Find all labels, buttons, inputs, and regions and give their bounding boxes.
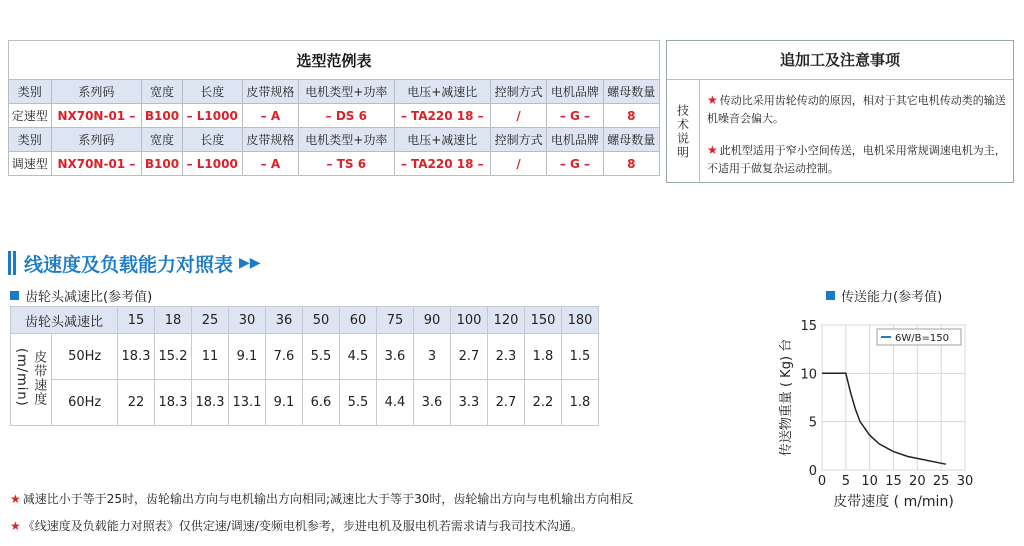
star-icon: ★	[707, 93, 718, 107]
y-axis-label: 传送物重量 ( Kg) 台	[779, 338, 794, 457]
table-cell: /	[490, 152, 546, 176]
ratio-header: 50	[303, 307, 340, 334]
table-cell: 6.6	[303, 380, 340, 426]
ratio-header: 36	[266, 307, 303, 334]
ratio-label: 齿轮头减速比	[11, 307, 118, 334]
col-header: 控制方式	[490, 128, 546, 152]
y-tick-label: 15	[800, 319, 817, 334]
speed-table-subtitle	[10, 286, 152, 305]
star-icon: ★	[10, 519, 21, 533]
chart-subtitle	[826, 286, 942, 305]
table-cell: B100	[142, 104, 182, 128]
notes-side-label-cell	[667, 80, 700, 183]
table-cell: 9.1	[266, 380, 303, 426]
table-cell: 9.1	[229, 334, 266, 380]
table-cell: NX70N-01 –	[51, 152, 142, 176]
speed-side-label-cell	[11, 334, 52, 426]
section-title: 线速度及负载能力对照表	[24, 253, 234, 276]
col-header: 控制方式	[490, 80, 546, 104]
table-cell: 1.8	[562, 380, 599, 426]
notes-side-label: 技术说明	[675, 103, 690, 160]
table-cell: 18.3	[118, 334, 155, 380]
footnote-text: 《线速度及负载能力对照表》仅供定速/调速/变频电机参考，步进电机及服电机若需求请与我司技术沟通。	[22, 519, 583, 533]
table-cell: 13.1	[229, 380, 266, 426]
x-tick-label: 5	[841, 474, 850, 489]
col-header: 电压+减速比	[394, 80, 490, 104]
col-header: 系列码	[51, 80, 142, 104]
selection-table-title: 选型范例表	[9, 41, 660, 80]
double-arrow-icon: ▶▶	[239, 255, 261, 271]
row-label: 调速型	[9, 152, 52, 176]
footnote	[10, 517, 583, 534]
table-cell: – L1000	[182, 104, 242, 128]
ratio-header: 100	[451, 307, 488, 334]
table-cell: – G –	[547, 152, 603, 176]
table-cell: 18.3	[155, 380, 192, 426]
footnote	[10, 490, 633, 507]
table-cell: 1.5	[562, 334, 599, 380]
y-tick-label: 10	[800, 367, 817, 383]
col-header: 类别	[9, 80, 52, 104]
col-header: 电压+减速比	[394, 128, 490, 152]
table-cell: 2.7	[451, 334, 488, 380]
ratio-header-row	[11, 307, 599, 334]
table-cell: 5.5	[303, 334, 340, 380]
ratio-header: 90	[414, 307, 451, 334]
table-cell: 3.3	[451, 380, 488, 426]
row-label: 定速型	[9, 104, 52, 128]
selection-table	[8, 40, 660, 176]
table-cell: – DS 6	[299, 104, 394, 128]
col-header: 宽度	[142, 80, 182, 104]
table-cell: B100	[142, 152, 182, 176]
table-cell: 3	[414, 334, 451, 380]
col-header: 皮带规格	[242, 80, 298, 104]
table-cell: 8	[603, 152, 659, 176]
x-tick-label: 15	[885, 474, 902, 489]
table-row	[11, 334, 599, 380]
col-header: 长度	[182, 80, 242, 104]
square-bullet-icon	[10, 291, 19, 300]
table-cell: 2.7	[488, 380, 525, 426]
col-header: 系列码	[51, 128, 142, 152]
col-header: 类别	[9, 128, 52, 152]
footnote-text: 减速比小于等于25时，齿轮输出方向与电机输出方向相同;减速比大于等于30时，齿轮输出方向与电机输出方向相反	[22, 492, 634, 506]
ratio-header: 18	[155, 307, 192, 334]
heading-bar-icon	[8, 251, 11, 275]
table-cell: 15.2	[155, 334, 192, 380]
legend-label: 6W/B=150	[895, 333, 949, 344]
col-header: 宽度	[142, 128, 182, 152]
x-tick-label: 10	[861, 474, 878, 489]
table-cell: – TA220 18 –	[394, 104, 490, 128]
ratio-header: 150	[525, 307, 562, 334]
table-cell: 7.6	[266, 334, 303, 380]
notes-title: 追加工及注意事项	[667, 41, 1013, 80]
table-row	[9, 104, 660, 128]
x-axis-label: 皮带速度 ( m/min)	[833, 494, 954, 510]
table-cell: 8	[603, 104, 659, 128]
freq-label: 60Hz	[52, 380, 118, 426]
table-row	[11, 380, 599, 426]
table-cell: 1.8	[525, 334, 562, 380]
note-text: 此机型适用于窄小空间传送，电机采用常规调速电机为主，不适用于做复杂运动控制。	[707, 144, 1006, 175]
table-cell: NX70N-01 –	[51, 104, 142, 128]
speed-side-label: 皮带速度(m/min)	[14, 348, 47, 407]
col-header: 电机品牌	[547, 80, 603, 104]
table-cell: – TA220 18 –	[394, 152, 490, 176]
table-cell: 4.5	[340, 334, 377, 380]
ratio-header: 180	[562, 307, 599, 334]
ratio-header: 25	[192, 307, 229, 334]
note-item	[707, 91, 1007, 128]
selection-header-row	[9, 128, 660, 152]
col-header: 皮带规格	[242, 128, 298, 152]
note-item	[707, 141, 1007, 178]
ratio-header: 60	[340, 307, 377, 334]
notes-panel	[666, 40, 1014, 183]
table-cell: 3.6	[414, 380, 451, 426]
x-tick-label: 20	[909, 474, 926, 489]
speed-table	[10, 306, 599, 426]
table-cell: – TS 6	[299, 152, 394, 176]
table-cell: – G –	[547, 104, 603, 128]
col-header: 螺母数量	[603, 128, 659, 152]
col-header: 长度	[182, 128, 242, 152]
col-header: 电机品牌	[547, 128, 603, 152]
table-cell: 18.3	[192, 380, 229, 426]
star-icon: ★	[10, 492, 21, 506]
speed-table-subtitle-text: 齿轮头减速比(参考值)	[25, 290, 153, 305]
y-tick-label: 5	[808, 415, 817, 431]
table-cell: 22	[118, 380, 155, 426]
ratio-header: 120	[488, 307, 525, 334]
table-cell: – L1000	[182, 152, 242, 176]
table-cell: /	[490, 104, 546, 128]
table-cell: 5.5	[340, 380, 377, 426]
square-bullet-icon	[826, 291, 835, 300]
freq-label: 50Hz	[52, 334, 118, 380]
x-tick-label: 0	[817, 474, 827, 489]
x-tick-label: 30	[956, 474, 974, 489]
x-tick-label: 25	[932, 474, 950, 489]
table-cell: 2.3	[488, 334, 525, 380]
col-header: 电机类型+功率	[299, 128, 394, 152]
table-cell: – A	[242, 152, 298, 176]
ratio-header: 15	[118, 307, 155, 334]
y-tick-label: 0	[808, 464, 817, 479]
table-cell: 2.2	[525, 380, 562, 426]
section-heading	[8, 250, 261, 276]
capacity-chart	[770, 310, 1010, 510]
chart-subtitle-text: 传送能力(参考值)	[841, 290, 943, 305]
table-cell: 4.4	[377, 380, 414, 426]
ratio-header: 75	[377, 307, 414, 334]
table-row	[9, 152, 660, 176]
col-header: 螺母数量	[603, 80, 659, 104]
table-cell: 11	[192, 334, 229, 380]
selection-header-row	[9, 80, 660, 104]
ratio-header: 30	[229, 307, 266, 334]
heading-bar-icon	[13, 251, 16, 275]
col-header: 电机类型+功率	[299, 80, 394, 104]
note-text: 传动比采用齿轮传动的原因，相对于其它电机传动类的输送机噪音会偏大。	[707, 94, 1006, 125]
star-icon: ★	[707, 143, 718, 157]
table-cell: – A	[242, 104, 298, 128]
table-cell: 3.6	[377, 334, 414, 380]
